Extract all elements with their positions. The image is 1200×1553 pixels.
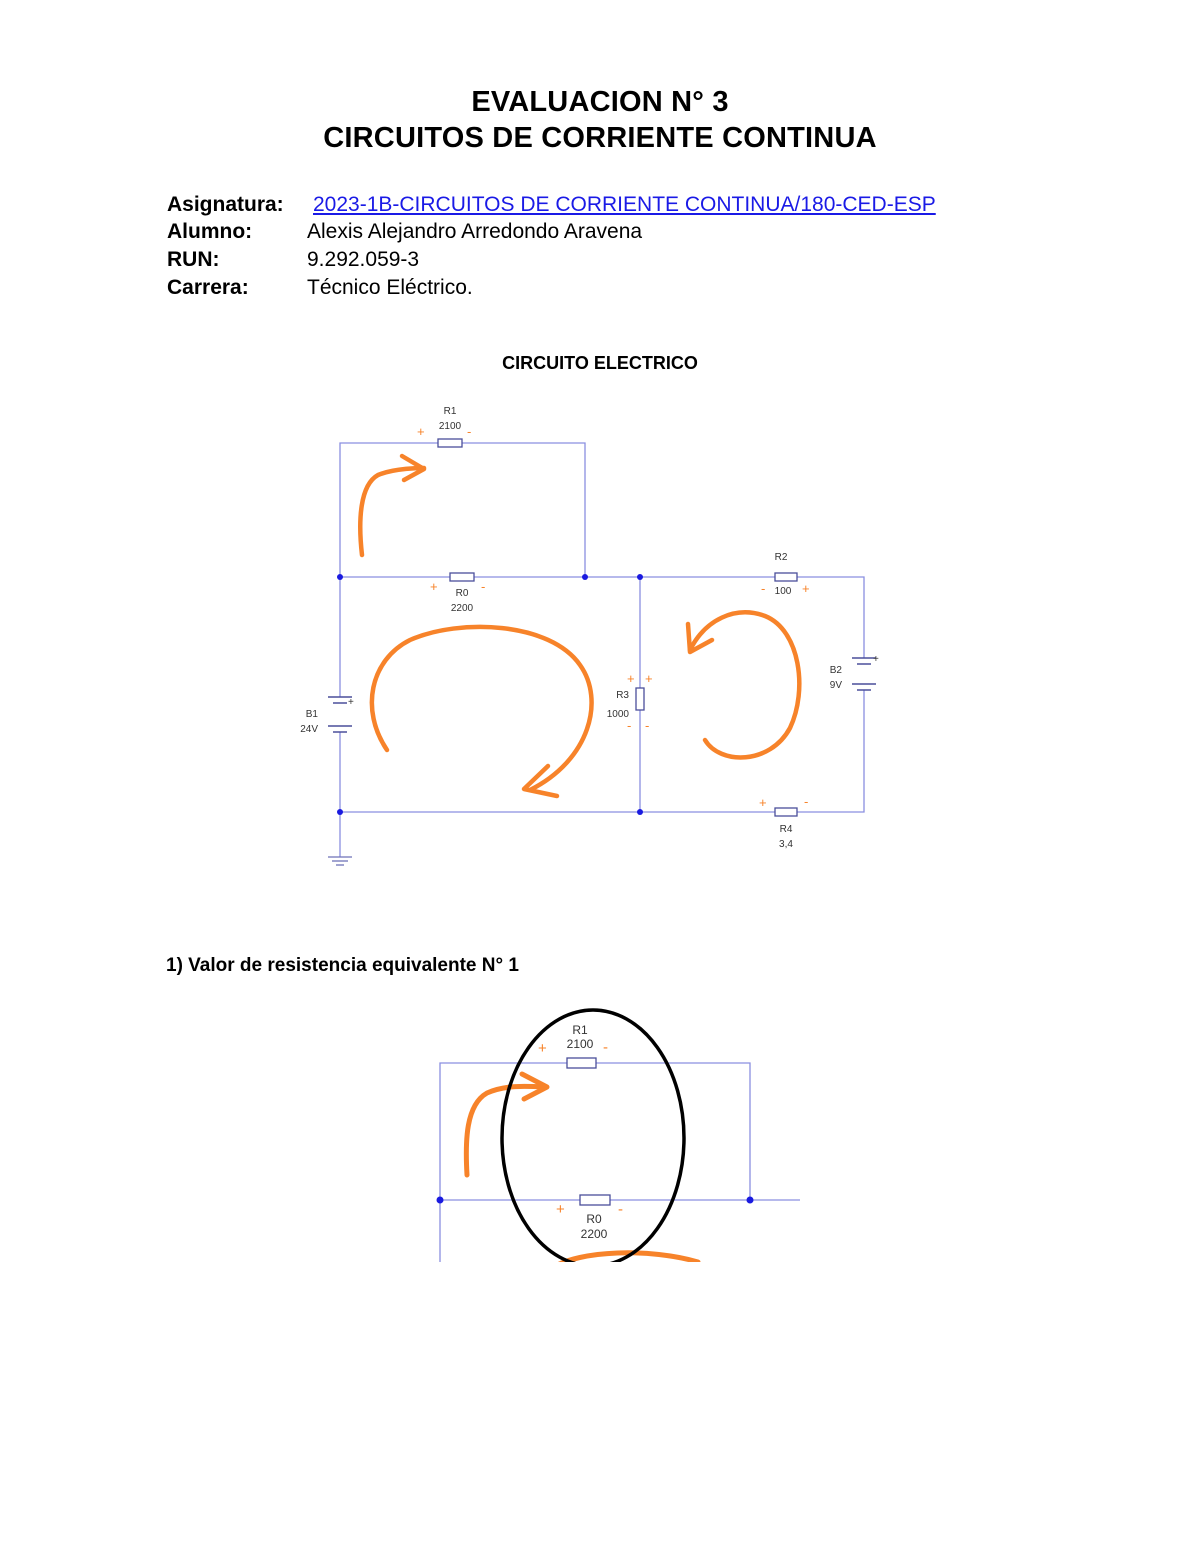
r2-minus: - [761,581,766,596]
r4-name: R4 [779,824,793,835]
r2-plus: + [802,581,810,596]
r2-name: R2 [774,552,788,563]
r0-value: 2200 [450,603,474,614]
loop-arrow-right [688,612,799,757]
b2-value: 9V [829,680,842,691]
b1-name: B1 [305,709,318,720]
b1-plus: + [348,697,354,708]
r4-resistor [775,808,797,816]
r3-plus-left: + [627,671,635,686]
ground-icon [328,857,352,865]
r4-value: 3,4 [779,839,793,850]
b1-value: 24V [300,724,318,735]
subject-label: Asignatura: [167,193,284,216]
detail-r0-resistor [580,1195,610,1205]
loop-arrow-top [360,456,424,555]
circuit-heading: CIRCUITO ELECTRICO [502,353,698,373]
r2-resistor [775,573,797,581]
detail-r0-minus: - [618,1201,623,1218]
circuit-wires [340,443,864,857]
equivalent-resistance-detail [420,1000,820,1262]
subject-link[interactable]: 2023-1B-CIRCUITOS DE CORRIENTE CONTINUA/180-CED-ESP [313,193,936,216]
detail-r1-value: 2100 [566,1037,594,1051]
detail-loop-arrow-top [466,1074,547,1175]
r1-resistor [438,439,462,447]
b2-name: B2 [829,665,842,676]
r0-minus: - [481,579,486,594]
r3-resistor [636,688,644,710]
loop-arrow-left [372,627,592,796]
run-value: 9.292.059-3 [307,248,420,271]
r3-minus-right: - [645,718,650,733]
r2-value: 100 [774,586,792,597]
r4-minus: - [804,794,809,809]
r1-minus: - [467,424,472,439]
r4-plus: + [759,795,767,810]
r1-name: R1 [443,406,457,417]
circuit-nodes [337,574,643,815]
r0-resistor [450,573,474,581]
r3-name: R3 [616,690,629,701]
r1-plus: + [417,424,425,439]
r3-value: 1000 [606,709,629,720]
detail-r1-minus: - [603,1039,608,1056]
career-label: Carrera: [167,276,249,299]
document-subtitle: CIRCUITOS DE CORRIENTE CONTINUA [323,122,877,154]
detail-r1-name: R1 [572,1023,588,1037]
r3-minus-left: - [627,718,632,733]
student-value: Alexis Alejandro Arredondo Aravena [307,220,643,243]
r3-plus-right: + [645,671,653,686]
document-title: EVALUACION N° 3 [471,86,729,118]
detail-r1-resistor [567,1058,596,1068]
career-value: Técnico Eléctrico. [307,276,473,299]
detail-r0-plus: + [556,1201,565,1218]
detail-r0-value: 2200 [580,1227,608,1241]
b2-plus: + [873,654,879,665]
r0-plus: + [430,579,438,594]
detail-r1-plus: + [538,1040,547,1057]
r1-value: 2100 [438,421,462,432]
detail-r0-name: R0 [586,1212,602,1226]
r0-name: R0 [455,588,469,599]
student-label: Alumno: [167,220,253,243]
run-label: RUN: [167,248,220,271]
question-1: 1) Valor de resistencia equivalente N° 1 [166,955,519,976]
